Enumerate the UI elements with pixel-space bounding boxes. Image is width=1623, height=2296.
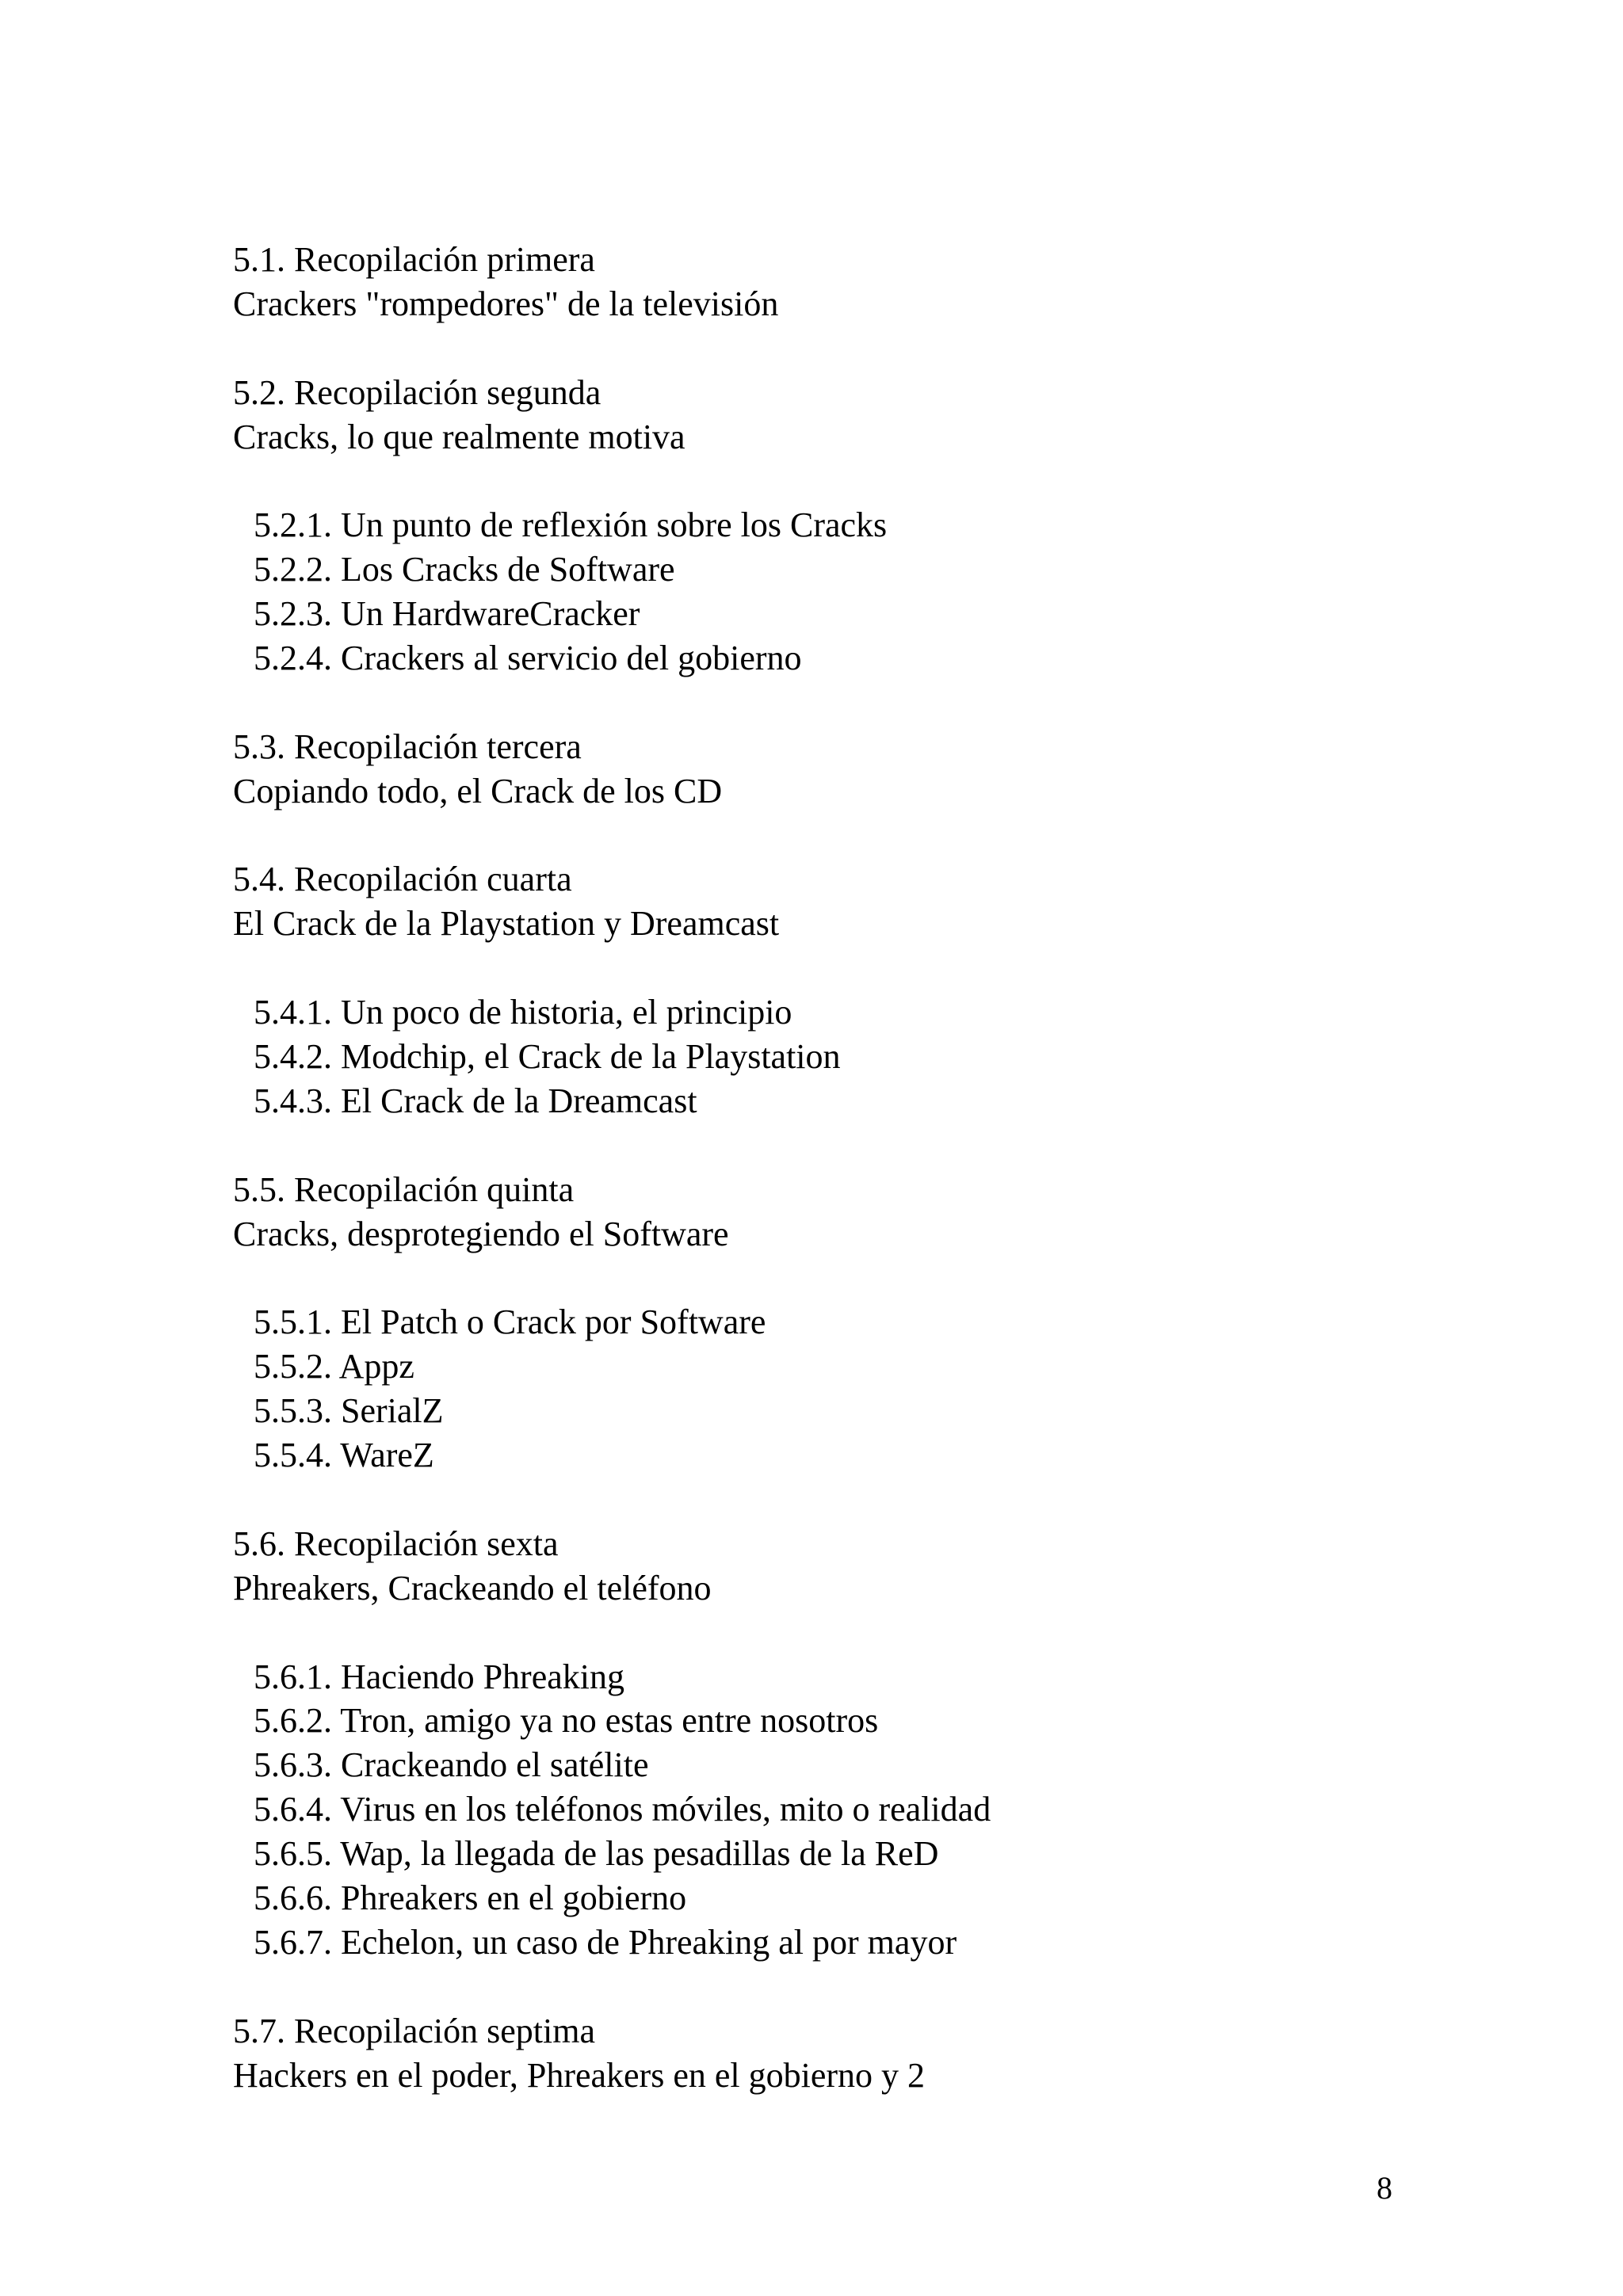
section-subtitle: El Crack de la Playstation y Dreamcast (233, 904, 780, 944)
toc-section-5-5 (233, 1168, 1501, 1478)
toc-subitem: 5.4.1. Un poco de historia, el principio (254, 993, 792, 1032)
toc-section-5-7 (233, 2009, 1501, 2098)
toc-subitem: 5.5.1. El Patch o Crack por Software (254, 1302, 766, 1342)
section-title: 5.6. Recopilación sexta (233, 1524, 559, 1563)
toc-subitem: 5.6.6. Phreakers en el gobierno (254, 1878, 687, 1917)
spacer (233, 326, 1501, 371)
toc-subitem: 5.5.2. Appz (254, 1347, 414, 1386)
section-title: 5.3. Recopilación tercera (233, 727, 582, 766)
toc-subitem: 5.6.1. Haciendo Phreaking (254, 1657, 624, 1696)
section-title: 5.2. Recopilación segunda (233, 372, 601, 412)
toc-subitem: 5.2.2. Los Cracks de Software (254, 550, 675, 589)
toc-subitem: 5.6.7. Echelon, un caso de Phreaking al por mayor (254, 1922, 957, 1962)
table-of-contents (233, 238, 1501, 2097)
toc-subitem: 5.2.3. Un HardwareCracker (254, 594, 640, 634)
spacer (233, 1965, 1501, 2009)
spacer (233, 1123, 1501, 1168)
section-title: 5.4. Recopilación cuarta (233, 860, 572, 899)
toc-section-5-1 (233, 238, 1501, 326)
spacer (233, 946, 1501, 990)
section-subtitle: Copiando todo, el Crack de los CD (233, 771, 723, 810)
section-subtitle: Hackers en el poder, Phreakers en el gobierno y 2 (233, 2055, 926, 2095)
toc-subitem: 5.4.2. Modchip, el Crack de la Playstation (254, 1037, 841, 1077)
toc-subitem: 5.2.1. Un punto de reflexión sobre los Cracks (254, 505, 888, 545)
section-subtitle: Cracks, desprotegiendo el Software (233, 1214, 729, 1253)
spacer (233, 1256, 1501, 1300)
toc-section-5-4 (233, 857, 1501, 1123)
section-subtitle: Phreakers, Crackeando el teléfono (233, 1568, 712, 1608)
toc-section-5-3 (233, 725, 1501, 814)
toc-subitem: 5.6.5. Wap, la llegada de las pesadillas de la ReD (254, 1834, 939, 1874)
spacer (233, 814, 1501, 858)
section-title: 5.1. Recopilación primera (233, 240, 595, 279)
toc-subitem: 5.2.4. Crackers al servicio del gobierno (254, 639, 802, 678)
toc-subitem: 5.4.3. El Crack de la Dreamcast (254, 1081, 697, 1120)
section-subtitle: Cracks, lo que realmente motiva (233, 417, 685, 456)
page-number: 8 (1377, 2170, 1392, 2206)
spacer (233, 459, 1501, 503)
toc-subitem: 5.6.3. Crackeando el satélite (254, 1745, 649, 1785)
spacer (233, 1478, 1501, 1522)
toc-subitem: 5.6.4. Virus en los teléfonos móviles, mito o realidad (254, 1790, 991, 1829)
section-title: 5.5. Recopilación quinta (233, 1169, 575, 1209)
section-title: 5.7. Recopilación septima (233, 2011, 595, 2050)
toc-subitem: 5.5.4. WareZ (254, 1436, 434, 1475)
spacer (233, 681, 1501, 725)
toc-subitem: 5.5.3. SerialZ (254, 1391, 444, 1431)
toc-section-5-6 (233, 1522, 1501, 1965)
spacer (233, 1611, 1501, 1655)
section-subtitle: Crackers "rompedores" de la televisión (233, 284, 779, 323)
toc-section-5-2 (233, 371, 1501, 681)
toc-subitem: 5.6.2. Tron, amigo ya no estas entre nosotros (254, 1701, 879, 1741)
